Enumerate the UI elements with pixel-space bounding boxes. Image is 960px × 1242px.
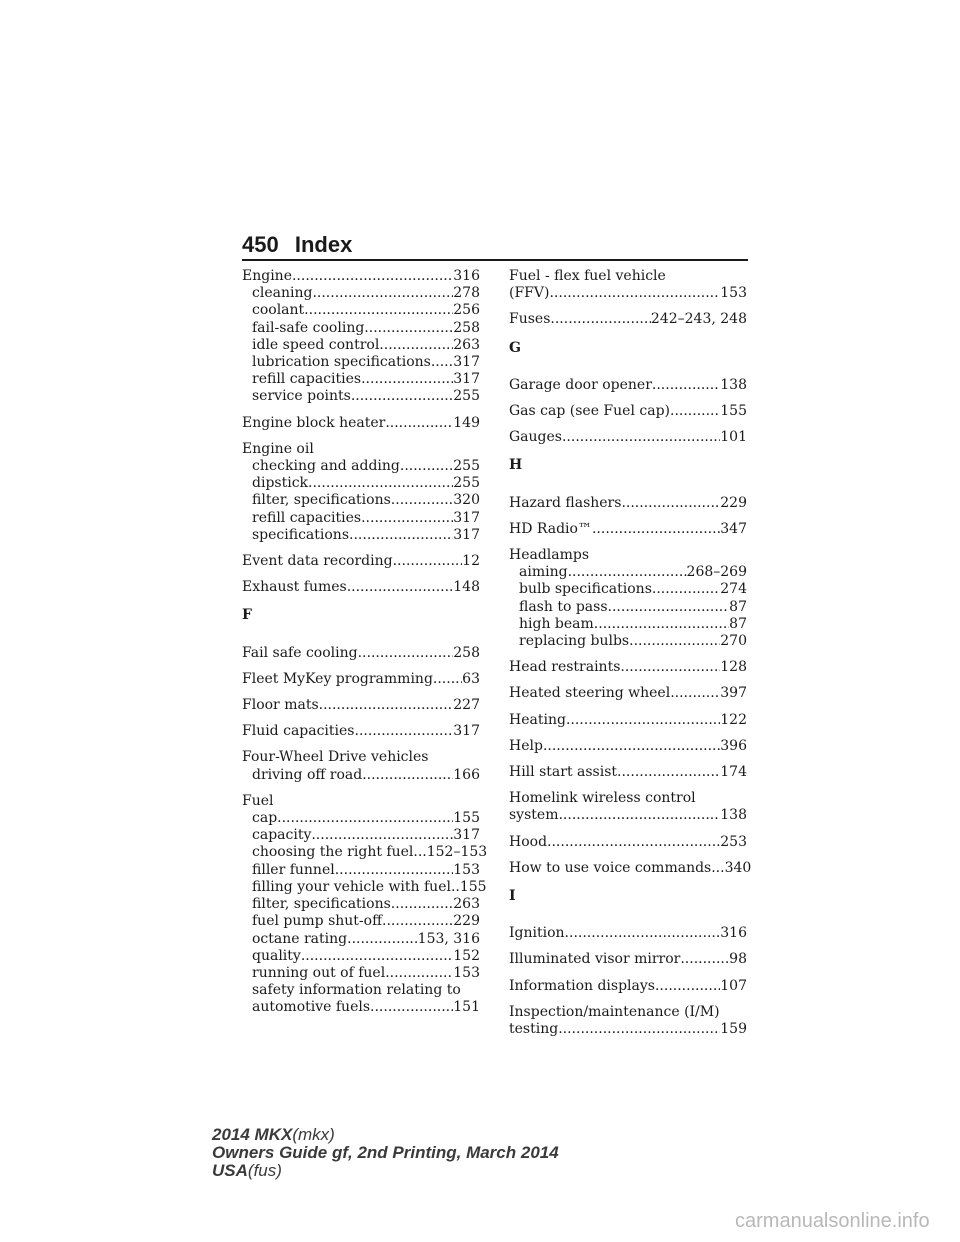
index-entry — [509, 547, 747, 650]
entry-term: Heating — [509, 711, 566, 728]
entry-page-ref: 122 — [720, 711, 747, 728]
entry-page-ref: 316 — [453, 268, 480, 284]
dot-leader — [562, 429, 720, 446]
dot-leader — [652, 377, 720, 394]
dot-leader — [670, 403, 720, 420]
index-entry — [509, 311, 747, 328]
footer-guide-line — [212, 1144, 559, 1162]
entry-term: Inspection/maintenance (I/M) — [509, 1003, 720, 1020]
index-entry — [509, 495, 747, 512]
entry-term: filler funnel — [252, 861, 335, 878]
index-subentry-line — [242, 371, 480, 388]
entry-page-ref: 253 — [720, 833, 747, 850]
index-subentry-line — [242, 510, 480, 527]
index-subentry-line — [242, 982, 480, 999]
dot-leader — [361, 510, 453, 527]
index-subentry-line — [242, 527, 480, 544]
entry-term: Heated steering wheel — [509, 685, 671, 702]
entry-page-ref: 63 — [462, 670, 480, 687]
index-entry — [242, 671, 480, 688]
entry-page-ref: 255 — [453, 388, 480, 405]
entry-page-ref: 153 — [453, 964, 480, 981]
dot-leader — [565, 925, 721, 942]
entry-page-ref: 229 — [720, 494, 747, 511]
entry-term: Event data recording — [242, 553, 393, 570]
entry-term: Hill start assist — [509, 764, 618, 781]
entry-term: Homelink wireless control — [509, 790, 696, 807]
dot-leader — [594, 616, 729, 633]
entry-page-ref: 320 — [453, 492, 480, 509]
entry-term: replacing bulbs — [519, 633, 630, 650]
index-letter-heading: F — [242, 607, 252, 624]
index-entry-line — [509, 429, 747, 446]
entry-page-ref: 12 — [462, 553, 480, 570]
index-entry — [509, 978, 747, 995]
entry-term: choosing the right fuel — [252, 844, 414, 861]
index-entry-line — [242, 793, 480, 810]
dot-leader — [543, 738, 720, 755]
index-subentry-line — [242, 931, 480, 948]
entry-term: Head restraints — [509, 659, 621, 676]
entry-page-ref: 174 — [720, 764, 747, 781]
entry-page-ref: 242–243, 248 — [650, 311, 747, 328]
entry-term: aiming — [519, 564, 568, 581]
index-subentry-line — [242, 810, 480, 827]
dot-leader — [335, 862, 454, 879]
index-entry — [242, 579, 480, 596]
entry-term: Engine — [242, 268, 292, 284]
entry-term: Fuel — [242, 792, 274, 809]
entry-page-ref: 255 — [453, 475, 480, 492]
entry-page-ref: ..155 — [450, 878, 487, 895]
entry-page-ref: 227 — [453, 697, 480, 714]
index-entry-line — [509, 403, 747, 420]
entry-page-ref: 278 — [453, 285, 480, 302]
entry-term: fuel pump shut-off — [252, 913, 383, 930]
index-entry-line — [509, 268, 747, 285]
index-entry-line — [509, 859, 752, 877]
entry-term: Fuel - flex fuel vehicle — [509, 268, 666, 284]
index-entry — [509, 951, 747, 968]
entry-term: Hazard flashers — [509, 494, 622, 511]
entry-page-ref: 155 — [720, 403, 747, 420]
index-entry — [509, 268, 747, 302]
index-subentry-line — [242, 827, 480, 844]
entry-term: refill capacities — [252, 509, 362, 526]
index-entry-line — [509, 834, 747, 851]
entry-page-ref: 317 — [453, 827, 480, 844]
dot-leader — [393, 553, 463, 570]
index-entry — [242, 697, 480, 714]
index-entry — [242, 268, 480, 406]
footer-model-line — [212, 1126, 559, 1144]
footer-model: 2014 MKX — [212, 1125, 293, 1144]
index-entry — [242, 553, 480, 570]
entry-term: fail-safe cooling — [252, 319, 365, 336]
index-subentry-line — [509, 616, 747, 633]
index-entry-line — [509, 738, 747, 755]
index-letter-heading: I — [509, 888, 516, 905]
dot-leader — [547, 834, 720, 851]
index-entry-line — [509, 807, 747, 824]
entry-term: idle speed control — [252, 336, 380, 353]
index-column-left — [242, 268, 488, 1026]
index-entry-line — [242, 749, 480, 766]
entry-term: checking and adding — [252, 458, 400, 475]
dot-leader — [349, 527, 453, 544]
entry-term: filling your vehicle with fuel — [252, 878, 451, 895]
index-entry — [509, 712, 747, 729]
entry-term: Fluid capacities — [242, 723, 355, 740]
entry-page-ref: 153 — [453, 861, 480, 878]
dot-leader — [558, 1021, 720, 1038]
index-entry-line — [509, 547, 747, 564]
index-entry — [509, 764, 747, 781]
index-entry-line — [509, 790, 747, 807]
index-entry-line — [509, 951, 747, 968]
dot-leader — [655, 978, 720, 995]
entry-page-ref: 263 — [453, 896, 480, 913]
header-rule — [242, 259, 748, 261]
entry-page-ref: 152 — [453, 947, 480, 964]
index-subentry-line — [242, 458, 480, 475]
entry-term: Hood — [509, 833, 548, 850]
entry-term: Fuses — [509, 311, 551, 328]
footer-market: USA — [212, 1161, 248, 1180]
entry-term: (FFV) — [509, 285, 550, 302]
entry-page-ref: 149 — [453, 414, 480, 431]
index-subentry-line — [242, 492, 480, 509]
entry-page-ref: 148 — [453, 579, 480, 596]
dot-leader — [568, 564, 687, 581]
entry-term: Fleet MyKey programming — [242, 670, 433, 687]
entry-page-ref: 151 — [453, 999, 480, 1016]
dot-leader — [391, 896, 453, 913]
index-entry-line — [509, 659, 747, 676]
dot-leader — [566, 712, 720, 729]
entry-page-ref: 256 — [453, 302, 480, 319]
index-entry-line — [242, 723, 480, 740]
entry-term: Exhaust fumes — [242, 579, 347, 596]
dot-leader — [301, 948, 453, 965]
index-entry — [242, 415, 480, 432]
entry-term: Floor mats — [242, 697, 319, 714]
index-letter-heading: H — [509, 457, 523, 474]
entry-term: How to use voice commands — [509, 859, 712, 876]
index-subentry-line — [242, 388, 480, 405]
entry-term: Headlamps — [509, 547, 590, 564]
dot-leader — [549, 285, 720, 302]
index-entry-line — [242, 553, 480, 570]
index-entry — [509, 790, 747, 824]
entry-term: Garage door opener — [509, 376, 652, 393]
entry-term: Information displays — [509, 977, 655, 994]
dot-leader — [680, 951, 729, 968]
dot-leader — [351, 388, 453, 405]
entry-term: quality — [252, 947, 301, 964]
index-entry-line — [509, 1004, 747, 1021]
dot-leader — [382, 913, 453, 930]
footer-guide: Owners Guide gf, 2nd Printing, March 2014 — [212, 1143, 559, 1162]
index-subentry-line — [242, 878, 487, 896]
entry-page-ref: 316 — [720, 925, 747, 942]
entry-term: Gas cap (see Fuel cap) — [509, 403, 670, 420]
entry-term: flash to pass — [519, 598, 608, 615]
entry-term: filter, specifications — [252, 492, 391, 509]
index-entry-line — [242, 415, 480, 432]
dot-leader — [277, 810, 453, 827]
entry-term: refill capacities — [252, 371, 362, 388]
entry-term: driving off road — [252, 766, 363, 783]
entry-term: cleaning — [252, 285, 313, 302]
entry-term: coolant — [252, 302, 305, 319]
entry-page-ref: 255 — [453, 458, 480, 475]
dot-leader — [362, 767, 453, 784]
index-subentry-line — [509, 564, 747, 581]
index-entry — [509, 429, 747, 446]
dot-leader — [617, 764, 720, 781]
entry-term: Engine oil — [242, 440, 314, 457]
page-header — [242, 232, 352, 258]
footer-model-code: (mkx) — [292, 1125, 335, 1144]
index-entry — [509, 659, 747, 676]
index-entry-line — [509, 925, 747, 942]
entry-page-ref: 128 — [720, 659, 747, 676]
index-entry — [509, 738, 747, 755]
entry-page-ref: 258 — [453, 644, 480, 661]
index-subentry-line — [242, 320, 480, 337]
dot-leader — [304, 302, 453, 319]
entry-term: bulb specifications — [519, 581, 652, 598]
entry-page-ref: ...152–153 — [413, 844, 488, 861]
entry-page-ref: 317 — [453, 371, 480, 388]
entry-page-ref: 101 — [720, 429, 747, 446]
index-entry — [509, 377, 747, 394]
dot-leader — [592, 521, 720, 538]
dot-leader — [629, 633, 720, 650]
index-entry — [242, 441, 480, 544]
index-subentry-line — [509, 581, 747, 598]
dot-leader — [311, 827, 453, 844]
entry-page-ref: 270 — [720, 633, 747, 650]
entry-term: automotive fuels — [252, 999, 371, 1016]
page-number: 450 — [242, 232, 279, 257]
index-entry-line — [242, 697, 480, 714]
index-subentry-line — [242, 862, 480, 879]
entry-page-ref: 317 — [453, 354, 480, 371]
dot-leader — [292, 268, 453, 285]
dot-leader — [355, 723, 454, 740]
index-subentry-line — [242, 302, 480, 319]
dot-leader — [370, 999, 453, 1016]
index-entry — [242, 749, 480, 783]
entry-term: running out of fuel — [252, 964, 386, 981]
entry-page-ref: 87 — [729, 598, 747, 615]
entry-page-ref: 166 — [453, 766, 480, 783]
entry-term: testing — [509, 1021, 559, 1038]
index-entry-line — [242, 441, 480, 458]
index-entry — [509, 925, 747, 942]
entry-page-ref: 153, 316 — [417, 930, 480, 947]
entry-term: dipstick — [252, 475, 309, 492]
entry-term: Engine block heater — [242, 414, 386, 431]
footer-market-code: (fus) — [247, 1161, 282, 1180]
index-entry-line — [509, 521, 747, 538]
entry-term: service points — [252, 388, 351, 405]
index-subentry-line — [242, 965, 480, 982]
index-entry-line — [242, 671, 480, 688]
index-subentry-line — [242, 999, 480, 1016]
index-subentry-line — [242, 767, 480, 784]
page-title: Index — [294, 232, 353, 257]
entry-page-ref: 155 — [453, 810, 480, 827]
entry-page-ref: 317 — [453, 723, 480, 740]
dot-leader — [347, 579, 454, 596]
index-entry — [242, 792, 488, 1017]
entry-page-ref: 107 — [720, 977, 747, 994]
entry-term: filter, specifications — [252, 896, 391, 913]
entry-term: octane rating — [252, 930, 348, 947]
dot-leader — [308, 475, 453, 492]
entry-page-ref: 87 — [729, 615, 747, 632]
index-entry-line — [509, 712, 747, 729]
dot-leader — [319, 697, 454, 714]
entry-page-ref: 159 — [720, 1021, 747, 1038]
dot-leader — [391, 492, 453, 509]
index-entry-line — [509, 685, 747, 702]
entry-page-ref: ...340 — [711, 859, 752, 876]
watermark: carmanualsonline.info — [735, 1210, 930, 1232]
index-subentry-line — [242, 844, 488, 861]
entry-page-ref: 274 — [720, 581, 747, 598]
dot-leader — [312, 285, 453, 302]
dot-leader — [608, 599, 730, 616]
entry-page-ref: 153 — [720, 285, 747, 302]
index-entry-line — [509, 285, 747, 302]
dot-leader — [558, 807, 720, 824]
entry-term: cap — [252, 810, 278, 827]
index-entry-line — [509, 495, 747, 512]
dot-leader — [361, 371, 453, 388]
dot-leader — [433, 671, 462, 688]
index-entry — [509, 521, 747, 538]
footer — [212, 1126, 559, 1180]
index-subentry-line — [242, 285, 480, 302]
index-subentry-line — [509, 599, 747, 616]
index-letter-heading: G — [509, 339, 521, 356]
index-subentry-line — [242, 913, 480, 930]
dot-leader — [652, 581, 720, 598]
entry-term: system — [509, 807, 559, 824]
index-entry-line — [509, 311, 747, 328]
dot-leader — [621, 495, 720, 512]
index-entry-line — [509, 764, 747, 781]
entry-term: Four-Wheel Drive vehicles — [242, 749, 429, 766]
dot-leader — [364, 320, 453, 337]
entry-page-ref: 397 — [720, 685, 747, 702]
index-entry — [242, 645, 480, 662]
entry-page-ref: 268–269 — [686, 564, 747, 581]
index-entry-line — [242, 579, 480, 596]
entry-term: Illuminated visor mirror — [509, 951, 681, 968]
index-column-right — [509, 268, 752, 1047]
dot-leader — [379, 337, 453, 354]
footer-market-line — [212, 1162, 559, 1180]
index-subentry-line — [242, 475, 480, 492]
index-subentry-line — [509, 633, 747, 650]
entry-page-ref: 396 — [720, 737, 747, 754]
entry-page-ref: 138 — [720, 807, 747, 824]
entry-page-ref: 347 — [720, 520, 747, 537]
dot-leader — [550, 311, 651, 328]
index-entry-line — [242, 645, 480, 662]
entry-page-ref: 229 — [453, 913, 480, 930]
index-entry — [509, 1004, 747, 1038]
index-entry-line — [509, 978, 747, 995]
index-entry — [509, 834, 747, 851]
dot-leader — [620, 659, 720, 676]
entry-term: Fail safe cooling — [242, 644, 358, 661]
dot-leader — [347, 931, 418, 948]
index-entry — [509, 859, 752, 877]
entry-term: capacity — [252, 827, 312, 844]
entry-page-ref: 138 — [720, 376, 747, 393]
entry-term: specifications — [252, 526, 350, 543]
entry-term: lubrication specifications — [252, 354, 431, 371]
entry-term: Ignition — [509, 925, 565, 942]
entry-page-ref: 263 — [453, 336, 480, 353]
dot-leader — [385, 415, 453, 432]
index-subentry-line — [242, 354, 480, 371]
dot-leader — [385, 965, 453, 982]
entry-term: Help — [509, 737, 543, 754]
index-entry — [509, 685, 747, 702]
index-entry-line — [242, 268, 480, 285]
entry-term: Gauges — [509, 429, 562, 446]
index-subentry-line — [242, 896, 480, 913]
entry-page-ref: 317 — [453, 509, 480, 526]
dot-leader — [670, 685, 720, 702]
index-subentry-line — [242, 337, 480, 354]
entry-term: HD Radio™ — [509, 520, 592, 537]
index-entry — [509, 403, 747, 420]
index-entry-line — [509, 377, 747, 394]
index-entry — [242, 723, 480, 740]
index-subentry-line — [242, 948, 480, 965]
entry-page-ref: 317 — [453, 526, 480, 543]
entry-term: high beam — [519, 615, 594, 632]
entry-term: safety information relating to — [252, 982, 461, 999]
dot-leader — [358, 645, 454, 662]
index-entry-line — [509, 1021, 747, 1038]
dot-leader — [431, 354, 453, 371]
dot-leader — [400, 458, 453, 475]
entry-page-ref: 98 — [729, 951, 747, 968]
entry-page-ref: 258 — [453, 319, 480, 336]
